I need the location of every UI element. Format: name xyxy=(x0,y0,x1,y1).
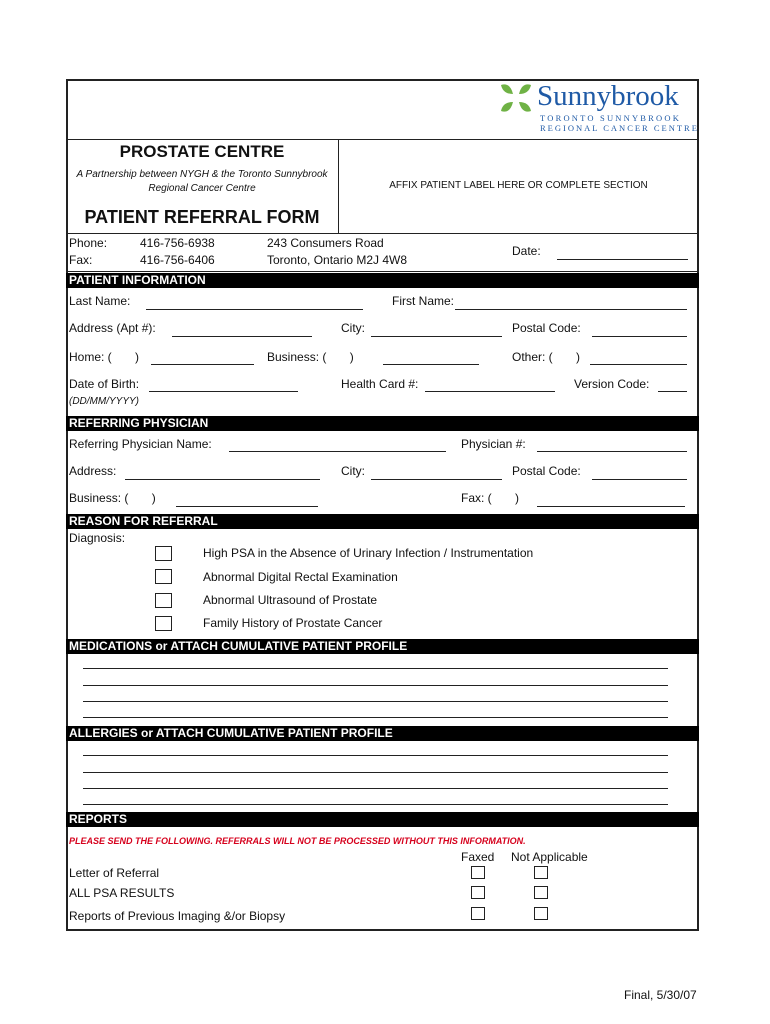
reason-heading: REASON FOR REFERRAL xyxy=(66,514,699,529)
partnership-line2: Regional Cancer Centre xyxy=(148,183,256,194)
last-name-label: Last Name: xyxy=(69,294,131,308)
diagnosis-option-3: Abnormal Ultrasound of Prostate xyxy=(203,593,378,607)
physician-heading: REFERRING PHYSICIAN xyxy=(66,416,699,431)
business-phone-field[interactable] xyxy=(383,364,479,365)
physician-business-field[interactable] xyxy=(176,506,318,507)
home-phone-field[interactable] xyxy=(151,364,254,365)
diagnosis-family-history-checkbox[interactable] xyxy=(155,616,172,631)
medications-heading: MEDICATIONS or ATTACH CUMULATIVE PATIENT PROFILE xyxy=(66,639,699,654)
physician-name-label: Referring Physician Name: xyxy=(69,437,212,451)
medications-line[interactable] xyxy=(83,717,668,718)
home-phone-label: Home: ( ) xyxy=(69,350,140,364)
first-name-label: First Name: xyxy=(392,294,455,308)
physician-fax-field[interactable] xyxy=(537,506,685,507)
first-name-field[interactable] xyxy=(455,309,687,310)
health-card-field[interactable] xyxy=(425,391,555,392)
physician-business-label: Business: ( ) xyxy=(69,491,156,505)
date-label: Date: xyxy=(512,244,541,258)
dob-label: Date of Birth: xyxy=(69,377,140,391)
physician-city-field[interactable] xyxy=(371,479,502,480)
form-title: PATIENT REFERRAL FORM xyxy=(84,207,320,227)
diagnosis-ultrasound-checkbox[interactable] xyxy=(155,593,172,608)
address-line2: Toronto, Ontario M2J 4W8 xyxy=(267,253,408,267)
physician-number-field[interactable] xyxy=(537,451,687,452)
physician-postal-field[interactable] xyxy=(592,479,687,480)
patient-postal-field[interactable] xyxy=(592,336,687,337)
col-not-applicable: Not Applicable xyxy=(511,850,588,864)
physician-address-field[interactable] xyxy=(125,479,320,480)
diagnosis-option-1: High PSA in the Absence of Urinary Infection / Instrumentation xyxy=(203,546,534,560)
patient-top-divider xyxy=(66,271,699,272)
physician-city-label: City: xyxy=(341,464,365,478)
letter-na-checkbox[interactable] xyxy=(534,866,548,879)
fax-value: 416-756-6406 xyxy=(140,253,215,267)
sunnybrook-leaf-icon xyxy=(498,82,534,114)
physician-postal-label: Postal Code: xyxy=(512,464,581,478)
psa-faxed-checkbox[interactable] xyxy=(471,886,485,899)
health-card-label: Health Card #: xyxy=(341,377,419,391)
centre-title: PROSTATE CENTRE xyxy=(119,142,285,161)
last-name-field[interactable] xyxy=(146,309,363,310)
footer-version: Final, 5/30/07 xyxy=(624,988,697,1002)
report-item: ALL PSA RESULTS xyxy=(69,886,175,900)
col-faxed: Faxed xyxy=(461,850,495,864)
reports-heading: REPORTS xyxy=(66,812,699,827)
letter-faxed-checkbox[interactable] xyxy=(471,866,485,879)
phone-value: 416-756-6938 xyxy=(140,236,215,250)
reports-warning: PLEASE SEND THE FOLLOWING. REFERRALS WILL NOT BE PROCESSED WITHOUT THIS INFORMATION. xyxy=(69,836,526,846)
allergies-heading: ALLERGIES or ATTACH CUMULATIVE PATIENT PROFILE xyxy=(66,726,699,741)
business-phone-label: Business: ( ) xyxy=(267,350,354,364)
diagnosis-option-2: Abnormal Digital Rectal Examination xyxy=(203,570,398,584)
phone-label: Phone: xyxy=(69,236,108,250)
patient-city-label: City: xyxy=(341,321,365,335)
dob-format: (DD/MM/YYYY) xyxy=(69,396,139,407)
imaging-na-checkbox[interactable] xyxy=(534,907,548,920)
version-code-field[interactable] xyxy=(658,391,687,392)
allergies-line[interactable] xyxy=(83,804,668,805)
other-phone-label: Other: ( ) xyxy=(512,350,581,364)
medications-line[interactable] xyxy=(83,701,668,702)
patient-address-label: Address (Apt #): xyxy=(69,321,156,335)
address-line1: 243 Consumers Road xyxy=(267,236,384,250)
physician-number-label: Physician #: xyxy=(461,437,526,451)
allergies-line[interactable] xyxy=(83,755,668,756)
other-phone-field[interactable] xyxy=(590,364,687,365)
header-divider xyxy=(66,139,699,140)
patient-postal-label: Postal Code: xyxy=(512,321,581,335)
affix-label: AFFIX PATIENT LABEL HERE OR COMPLETE SECTION xyxy=(389,180,648,191)
report-item: Letter of Referral xyxy=(69,866,160,880)
medications-line[interactable] xyxy=(83,668,668,669)
fax-label: Fax: xyxy=(69,253,93,267)
patient-address-field[interactable] xyxy=(172,336,312,337)
date-field[interactable] xyxy=(557,259,688,260)
psa-na-checkbox[interactable] xyxy=(534,886,548,899)
diagnosis-label: Diagnosis: xyxy=(69,531,126,545)
logo-name: Sunnybrook xyxy=(537,80,679,112)
physician-name-field[interactable] xyxy=(229,451,446,452)
medications-line[interactable] xyxy=(83,685,668,686)
diagnosis-dre-checkbox[interactable] xyxy=(155,569,172,584)
allergies-line[interactable] xyxy=(83,788,668,789)
allergies-line[interactable] xyxy=(83,772,668,773)
diagnosis-option-4: Family History of Prostate Cancer xyxy=(203,616,383,630)
diagnosis-high-psa-checkbox[interactable] xyxy=(155,546,172,561)
patient-info-heading: PATIENT INFORMATION xyxy=(66,273,699,288)
partnership-line1: A Partnership between NYGH & the Toronto Sunnybrook xyxy=(76,169,328,180)
contact-divider xyxy=(66,233,699,234)
physician-address-label: Address: xyxy=(69,464,117,478)
dob-field[interactable] xyxy=(149,391,298,392)
logo-line1: TORONTO SUNNYBROOK xyxy=(540,113,682,123)
imaging-faxed-checkbox[interactable] xyxy=(471,907,485,920)
patient-city-field[interactable] xyxy=(371,336,502,337)
logo-line2: REGIONAL CANCER CENTRE xyxy=(540,123,699,133)
physician-fax-label: Fax: ( ) xyxy=(461,491,520,505)
version-code-label: Version Code: xyxy=(574,377,650,391)
report-item: Reports of Previous Imaging &/or Biopsy xyxy=(69,909,286,923)
